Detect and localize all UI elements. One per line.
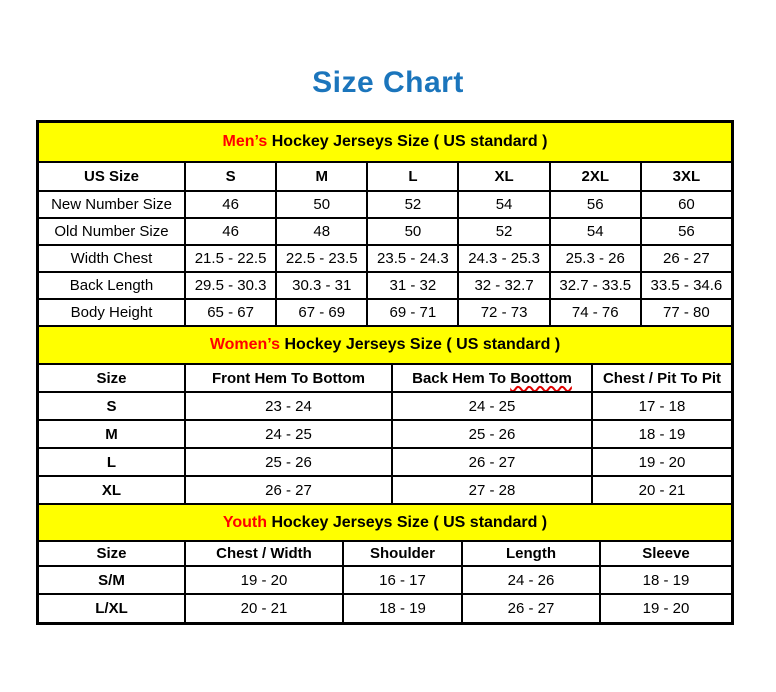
cell-value: 67 - 69: [275, 298, 366, 325]
cell-value: 26 - 27: [640, 244, 731, 271]
cell-value: 19 - 20: [591, 447, 731, 475]
cell-value: 32 - 32.7: [457, 271, 548, 298]
cell-value: 50: [366, 217, 457, 244]
womens-row-label-s: S: [39, 391, 184, 419]
mens-header-3xl: 3XL: [640, 161, 731, 190]
youth-header-shoulder: Shoulder: [342, 540, 461, 565]
cell-value: 33.5 - 34.6: [640, 271, 731, 298]
youth-banner-highlight: Youth: [222, 513, 267, 531]
mens-row-label-width-chest: Width Chest: [39, 244, 184, 271]
womens-header-back-hem-prefix: Back Hem To: [412, 369, 507, 387]
cell-value: 25.3 - 26: [549, 244, 640, 271]
womens-header-size: Size: [39, 363, 184, 391]
womens-row-label-xl: XL: [39, 475, 184, 503]
cell-value: 24.3 - 25.3: [457, 244, 548, 271]
cell-value: 23.5 - 24.3: [366, 244, 457, 271]
cell-value: 26 - 27: [391, 447, 591, 475]
page-title: Size Chart: [312, 66, 464, 99]
cell-value: 52: [366, 190, 457, 217]
womens-banner-text: Hockey Jerseys Size ( US standard ): [284, 336, 561, 353]
mens-banner-highlight: Men’s: [222, 133, 268, 150]
cell-value: 50: [275, 190, 366, 217]
cell-value: 20 - 21: [184, 593, 342, 622]
mens-header-m: M: [275, 161, 366, 190]
cell-value: 24 - 25: [391, 391, 591, 419]
cell-value: 48: [275, 217, 366, 244]
cell-value: 23 - 24: [184, 391, 391, 419]
mens-row-label-body-height: Body Height: [39, 298, 184, 325]
youth-header-size: Size: [39, 540, 184, 565]
cell-value: 29.5 - 30.3: [184, 271, 275, 298]
cell-value: 60: [640, 190, 731, 217]
mens-row-label-back-length: Back Length: [39, 271, 184, 298]
cell-value: 77 - 80: [640, 298, 731, 325]
womens-row-label-l: L: [39, 447, 184, 475]
cell-value: 16 - 17: [342, 565, 461, 593]
cell-value: 72 - 73: [457, 298, 548, 325]
mens-row-label-old-number-size: Old Number Size: [39, 217, 184, 244]
youth-banner-text: Hockey Jerseys Size ( US standard ): [271, 513, 548, 531]
mens-section: [39, 123, 731, 325]
cell-value: 54: [457, 190, 548, 217]
mens-header-s: S: [184, 161, 275, 190]
cell-value: 31 - 32: [366, 271, 457, 298]
cell-value: 54: [549, 217, 640, 244]
cell-value: 17 - 18: [591, 391, 731, 419]
cell-value: 26 - 27: [461, 593, 599, 622]
cell-value: 56: [549, 190, 640, 217]
cell-value: 52: [457, 217, 548, 244]
cell-value: 22.5 - 23.5: [275, 244, 366, 271]
youth-header-sleeve: Sleeve: [599, 540, 731, 565]
mens-header-us-size: US Size: [39, 161, 184, 190]
youth-section: [39, 503, 731, 622]
mens-header-xl: XL: [457, 161, 548, 190]
cell-value: 74 - 76: [549, 298, 640, 325]
mens-header-l: L: [366, 161, 457, 190]
cell-value: 46: [184, 190, 275, 217]
womens-row-label-m: M: [39, 419, 184, 447]
womens-header-back-hem-misspelled: Boottom: [510, 369, 572, 387]
cell-value: 25 - 26: [184, 447, 391, 475]
cell-value: 18 - 19: [591, 419, 731, 447]
womens-banner: [39, 325, 731, 363]
youth-banner: [39, 503, 731, 540]
size-chart-table: [36, 120, 734, 625]
cell-value: 56: [640, 217, 731, 244]
cell-value: 21.5 - 22.5: [184, 244, 275, 271]
cell-value: 19 - 20: [184, 565, 342, 593]
cell-value: 26 - 27: [184, 475, 391, 503]
cell-value: 19 - 20: [599, 593, 731, 622]
womens-header-back-hem: [391, 363, 591, 391]
cell-value: 69 - 71: [366, 298, 457, 325]
youth-header-length: Length: [461, 540, 599, 565]
cell-value: 46: [184, 217, 275, 244]
mens-banner-text: Hockey Jerseys Size ( US standard ): [271, 133, 548, 150]
mens-header-2xl: 2XL: [549, 161, 640, 190]
womens-banner-highlight: Women’s: [209, 336, 281, 353]
cell-value: 27 - 28: [391, 475, 591, 503]
cell-value: 24 - 25: [184, 419, 391, 447]
cell-value: 65 - 67: [184, 298, 275, 325]
cell-value: 32.7 - 33.5: [549, 271, 640, 298]
cell-value: 18 - 19: [342, 593, 461, 622]
womens-header-chest-pit: Chest / Pit To Pit: [591, 363, 731, 391]
cell-value: 25 - 26: [391, 419, 591, 447]
cell-value: 18 - 19: [599, 565, 731, 593]
youth-row-label-lxl: L/XL: [39, 593, 184, 622]
mens-row-label-new-number-size: New Number Size: [39, 190, 184, 217]
cell-value: 24 - 26: [461, 565, 599, 593]
womens-header-front-hem: Front Hem To Bottom: [184, 363, 391, 391]
youth-header-chest-width: Chest / Width: [184, 540, 342, 565]
cell-value: 20 - 21: [591, 475, 731, 503]
cell-value: 30.3 - 31: [275, 271, 366, 298]
youth-row-label-sm: S/M: [39, 565, 184, 593]
mens-banner: [39, 123, 731, 161]
womens-section: [39, 325, 731, 503]
